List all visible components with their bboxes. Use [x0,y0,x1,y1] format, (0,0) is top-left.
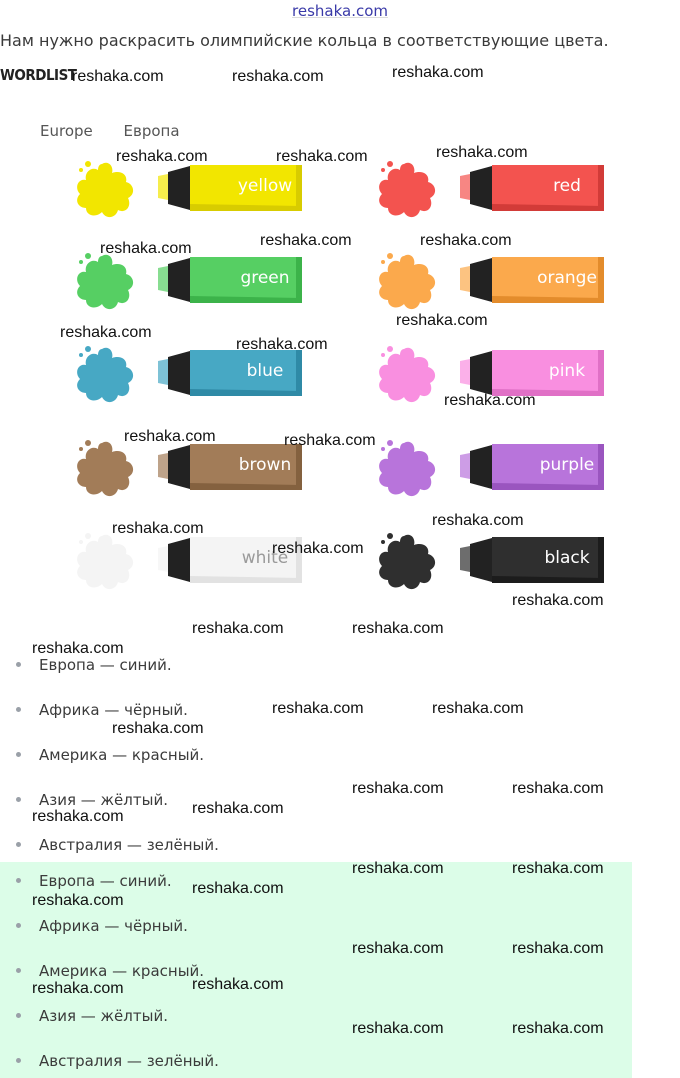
intro-text: Нам нужно раскрасить олимпийские кольца в соответствующие цвета. [0,31,609,50]
watermark-text: reshaka.com [512,1020,604,1037]
marker-yellow-label: yellow [237,176,293,196]
bullet-dot-icon [16,878,21,883]
highlighted-answer-item [16,962,204,980]
watermark-text: reshaka.com [260,232,352,249]
watermark-text: reshaka.com [392,64,484,81]
splat-blue-icon [77,346,133,402]
watermark-text: reshaka.com [512,940,604,957]
watermark-text: reshaka.com [436,144,528,161]
watermark-text: reshaka.com [432,512,524,529]
watermark-text: reshaka.com [116,148,208,165]
splat-red-icon [379,161,435,217]
watermark-text: reshaka.com [60,324,152,341]
highlighted-answer-item-text: Австралия — зелёный. [39,1052,219,1070]
marker-orange [372,250,622,310]
watermark-text: reshaka.com [32,808,124,825]
watermark-text: reshaka.com [112,720,204,737]
highlighted-answer-item-text: Африка — чёрный. [39,917,188,935]
watermark-text: reshaka.com [352,1020,444,1037]
marker-blue-label: blue [246,361,284,381]
watermark-text: reshaka.com [272,700,364,717]
marker-green [70,250,320,310]
highlighted-answer-item [16,1052,219,1070]
site-link[interactable]: reshaka.com [292,2,388,20]
marker-black-label: black [544,548,590,568]
marker-red [372,158,622,218]
watermark-text: reshaka.com [432,700,524,717]
highlighted-answer-item [16,917,188,935]
watermark-text: reshaka.com [192,800,284,817]
watermark-text: reshaka.com [112,520,204,537]
watermark-text: reshaka.com [192,976,284,993]
watermark-text: reshaka.com [276,148,368,165]
bullet-dot-icon [16,752,21,757]
answer-item [16,701,188,719]
bullet-dot-icon [16,842,21,847]
bullet-dot-icon [16,1013,21,1018]
watermark-text: reshaka.com [272,540,364,557]
watermark-text: reshaka.com [512,860,604,877]
watermark-text: reshaka.com [284,432,376,449]
answer-item [16,656,172,674]
splat-yellow-icon [77,161,133,217]
answer-item-text: Африка — чёрный. [39,701,188,719]
splat-brown-icon [77,440,133,496]
answer-item [16,791,168,809]
highlighted-answer-item-text: Европа — синий. [39,872,172,890]
marker-white [70,530,320,590]
wordlist-heading: WORDLIST [0,66,77,84]
marker-black [372,530,622,590]
splat-green-icon [77,253,133,309]
marker-purple-label: purple [539,455,595,475]
marker-green-label: green [240,268,290,288]
splat-orange-icon [379,253,435,309]
clipped-heading-ru: Европа [123,122,180,140]
watermark-text: reshaka.com [236,336,328,353]
watermark-text: reshaka.com [232,68,324,85]
watermark-text: reshaka.com [352,860,444,877]
marker-brown [70,437,320,497]
bullet-dot-icon [16,707,21,712]
answer-item-text: Америка — красный. [39,746,205,764]
bullet-dot-icon [16,662,21,667]
watermark-text: reshaka.com [512,592,604,609]
highlighted-answer-item-text: Америка — красный. [39,962,205,980]
marker-yellow [70,158,320,218]
answer-item-text: Австралия — зелёный. [39,836,219,854]
watermark-text: reshaka.com [444,392,536,409]
bullet-dot-icon [16,1058,21,1063]
watermark-text: reshaka.com [352,620,444,637]
answer-item-text: Европа — синий. [39,656,172,674]
marker-pink-label: pink [548,361,586,381]
watermark-text: reshaka.com [124,428,216,445]
watermark-text: reshaka.com [32,892,124,909]
marker-orange-label: orange [537,268,597,288]
watermark-text: reshaka.com [192,620,284,637]
answer-item [16,746,204,764]
marker-brown-label: brown [238,455,292,475]
splat-purple-icon [379,440,435,496]
splat-pink-icon [379,346,435,402]
marker-purple [372,437,622,497]
watermark-text: reshaka.com [420,232,512,249]
highlighted-answer-item [16,1007,168,1025]
bullet-dot-icon [16,968,21,973]
answer-item [16,836,219,854]
splat-black-icon [379,533,435,589]
watermark-text: reshaka.com [72,68,164,85]
clipped-heading-en: Europe [40,122,93,140]
highlighted-answer-item [16,872,172,890]
watermark-text: reshaka.com [192,880,284,897]
watermark-text: reshaka.com [352,940,444,957]
watermark-text: reshaka.com [396,312,488,329]
splat-white-icon [77,533,133,589]
answer-item-text: Азия — жёлтый. [39,791,168,809]
clipped-section-heading [40,118,206,140]
watermark-text: reshaka.com [32,980,124,997]
highlighted-answer-item-text: Азия — жёлтый. [39,1007,168,1025]
watermark-text: reshaka.com [100,240,192,257]
watermark-text: reshaka.com [352,780,444,797]
watermark-text: reshaka.com [32,640,124,657]
bullet-dot-icon [16,797,21,802]
bullet-dot-icon [16,923,21,928]
marker-white-label: white [241,548,289,568]
watermark-text: reshaka.com [512,780,604,797]
marker-red-label: red [553,176,581,196]
